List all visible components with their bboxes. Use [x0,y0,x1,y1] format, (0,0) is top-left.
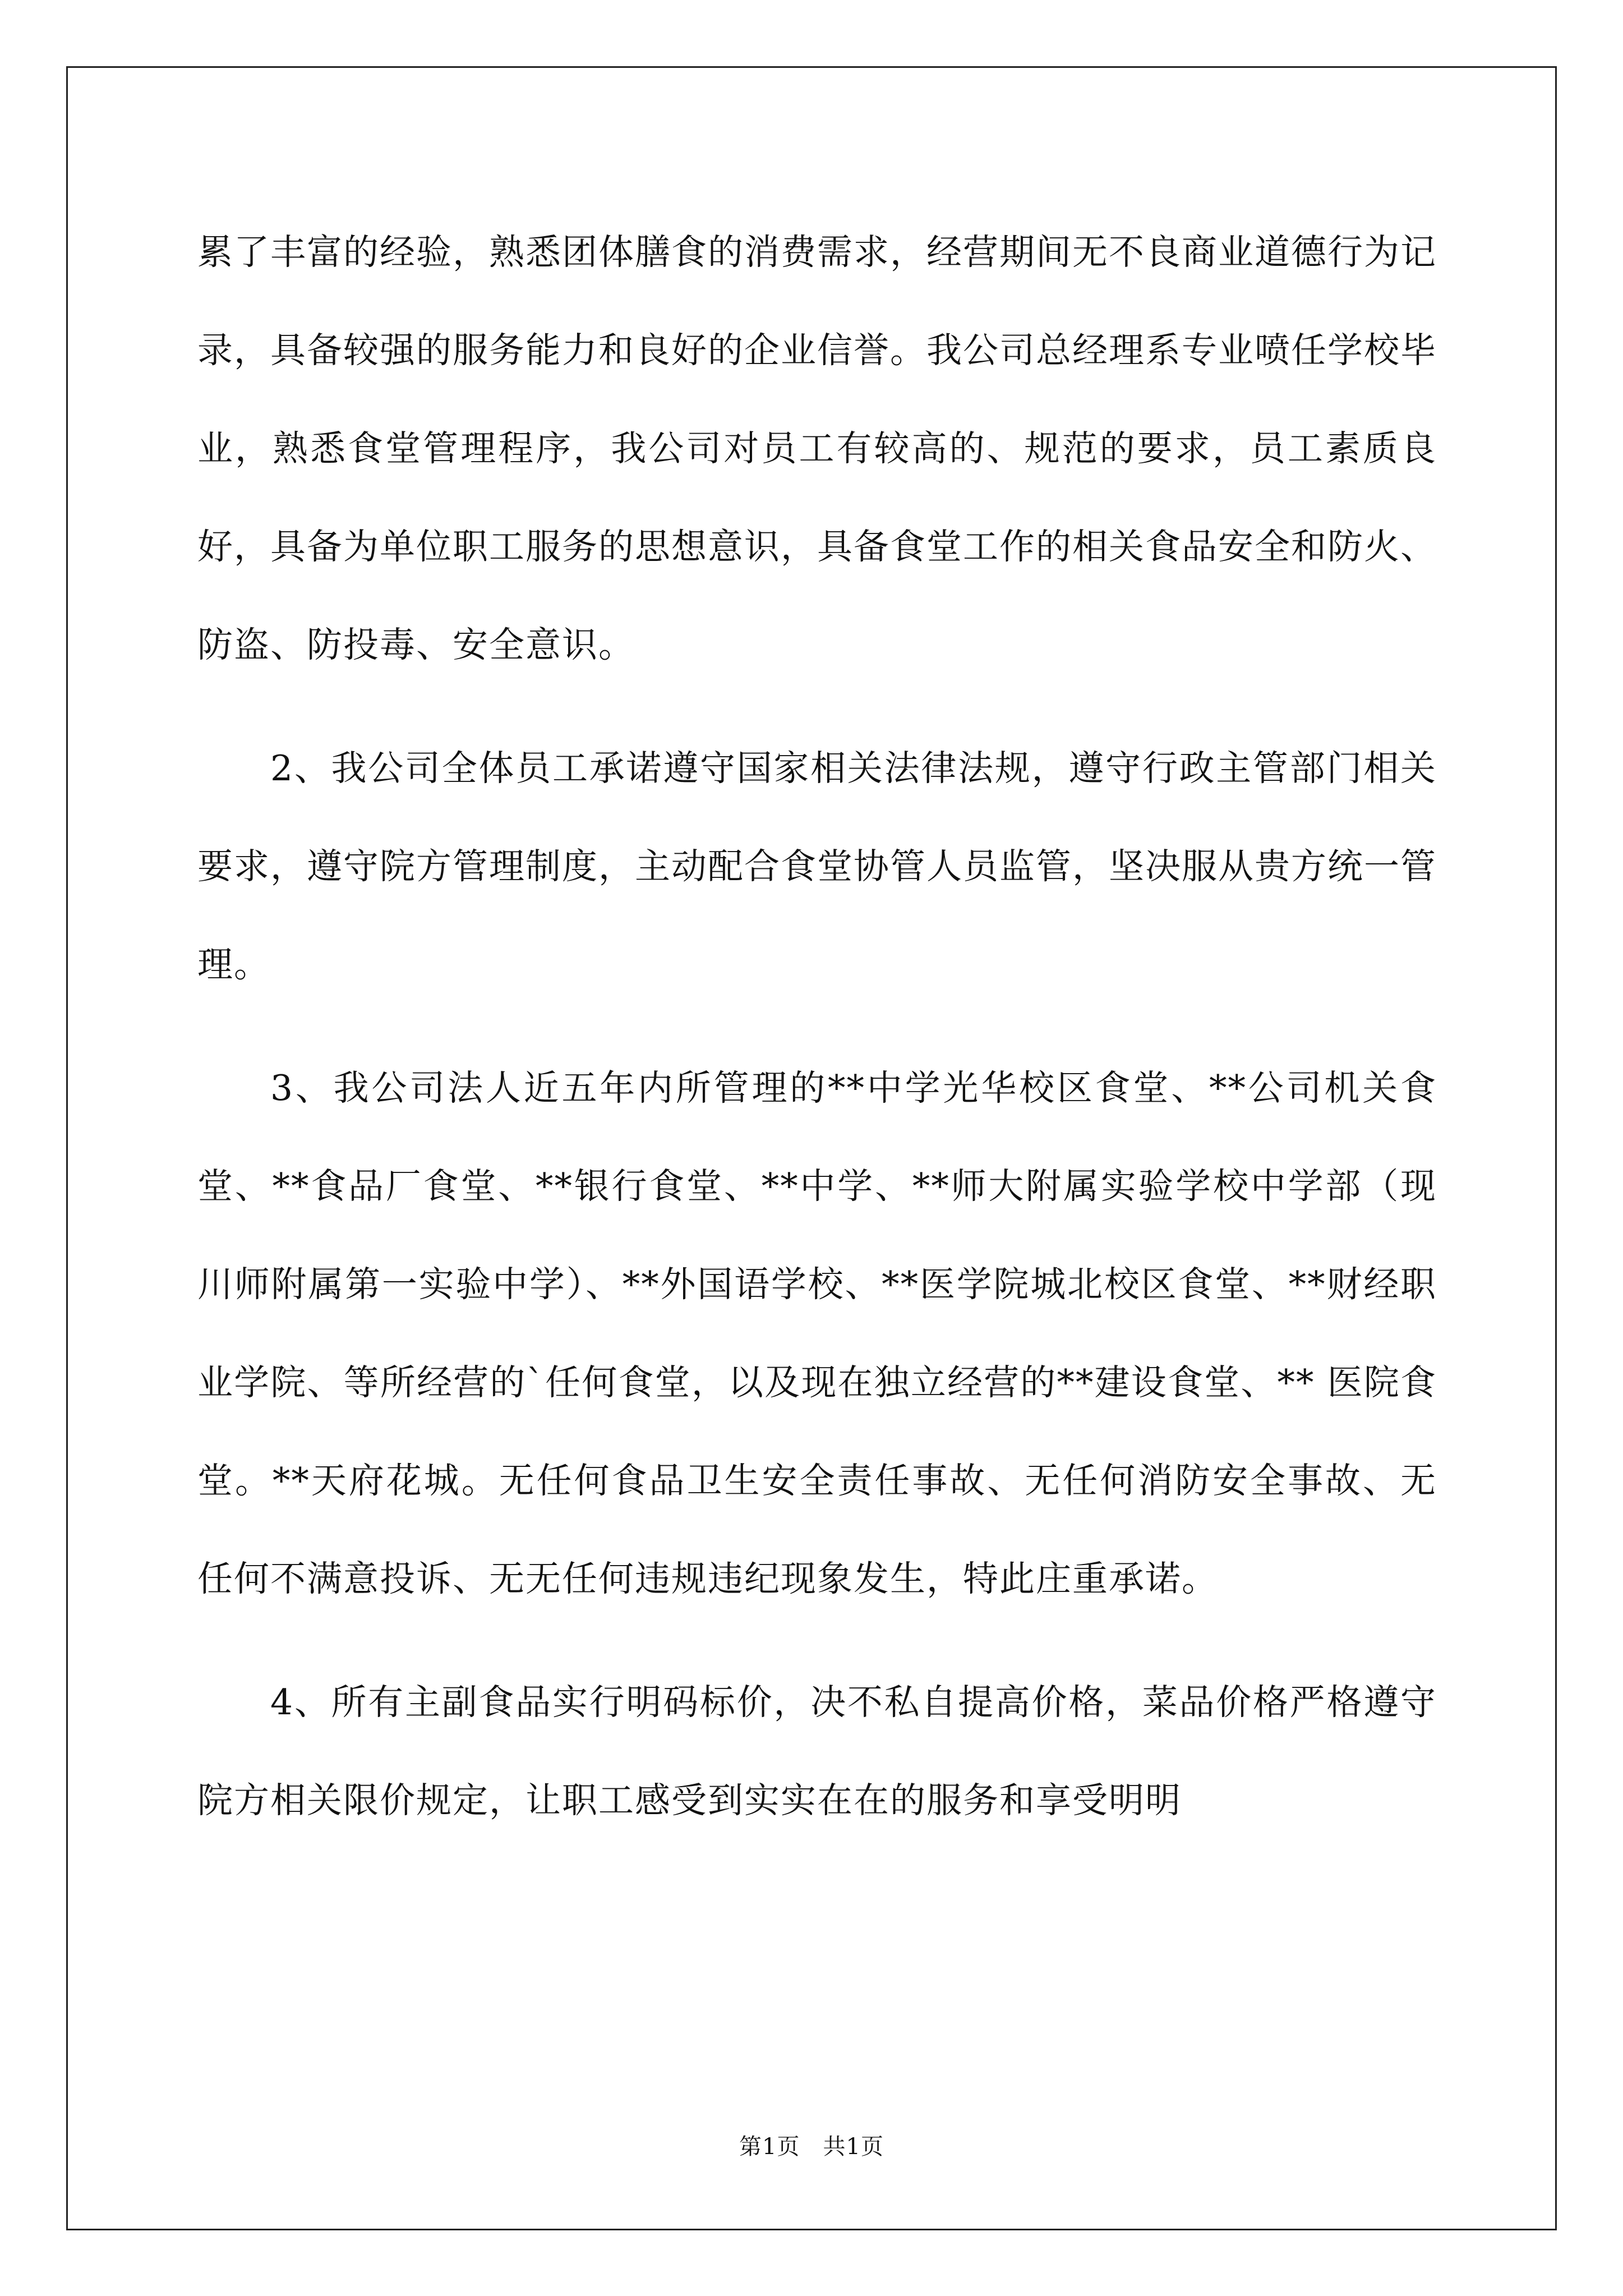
paragraph-item-4: 4、所有主副食品实行明码标价，决不私自提高价格，菜品价格严格遵守院方相关限价规定，让职工感受到实实在在的服务和享受明明 [197,1682,1437,1821]
page-number-footer: 第1页 共1页 [739,2134,884,2160]
paragraph-item-2: 2、我公司全体员工承诺遵守国家相关法律法规，遵守行政主管部门相关要求，遵守院方管理制度，主动配合食堂协管人员监管，坚决服从贵方统一管理。 [197,748,1437,985]
document-body [197,203,1437,1875]
paragraph-continuation: 累了丰富的经验，熟悉团体膳食的消费需求，经营期间无不良商业道德行为记录，具备较强的服务能力和良好的企业信誉。我公司总经理系专业喷任学校毕业，熟悉食堂管理程序，我公司对员工有较高的、规范的要求，员工素质良好，具备为单位职工服务的思想意识，具备食堂工作的相关食品安全和防火、防盗、防投毒、安全意识。 [197,232,1437,665]
paragraph-item-3: 3、我公司法人近五年内所管理的**中学光华校区食堂、**公司机关食堂、**食品厂食堂、**银行食堂、**中学、**师大附属实验学校中学部（现川师附属第一实验中学）、**外国语学校、**医学院城北校区食堂、**财经职业学院、等所经营的`任何食堂，以及现在独立经营的**建设食堂、** 医院食堂。**天府花城。无任何食品卫生安全责任事故、无任何消防安全事故、无任何不满意投诉、无无任何违规违纪现象发生，特此庄重承诺。 [197,1068,1437,1599]
